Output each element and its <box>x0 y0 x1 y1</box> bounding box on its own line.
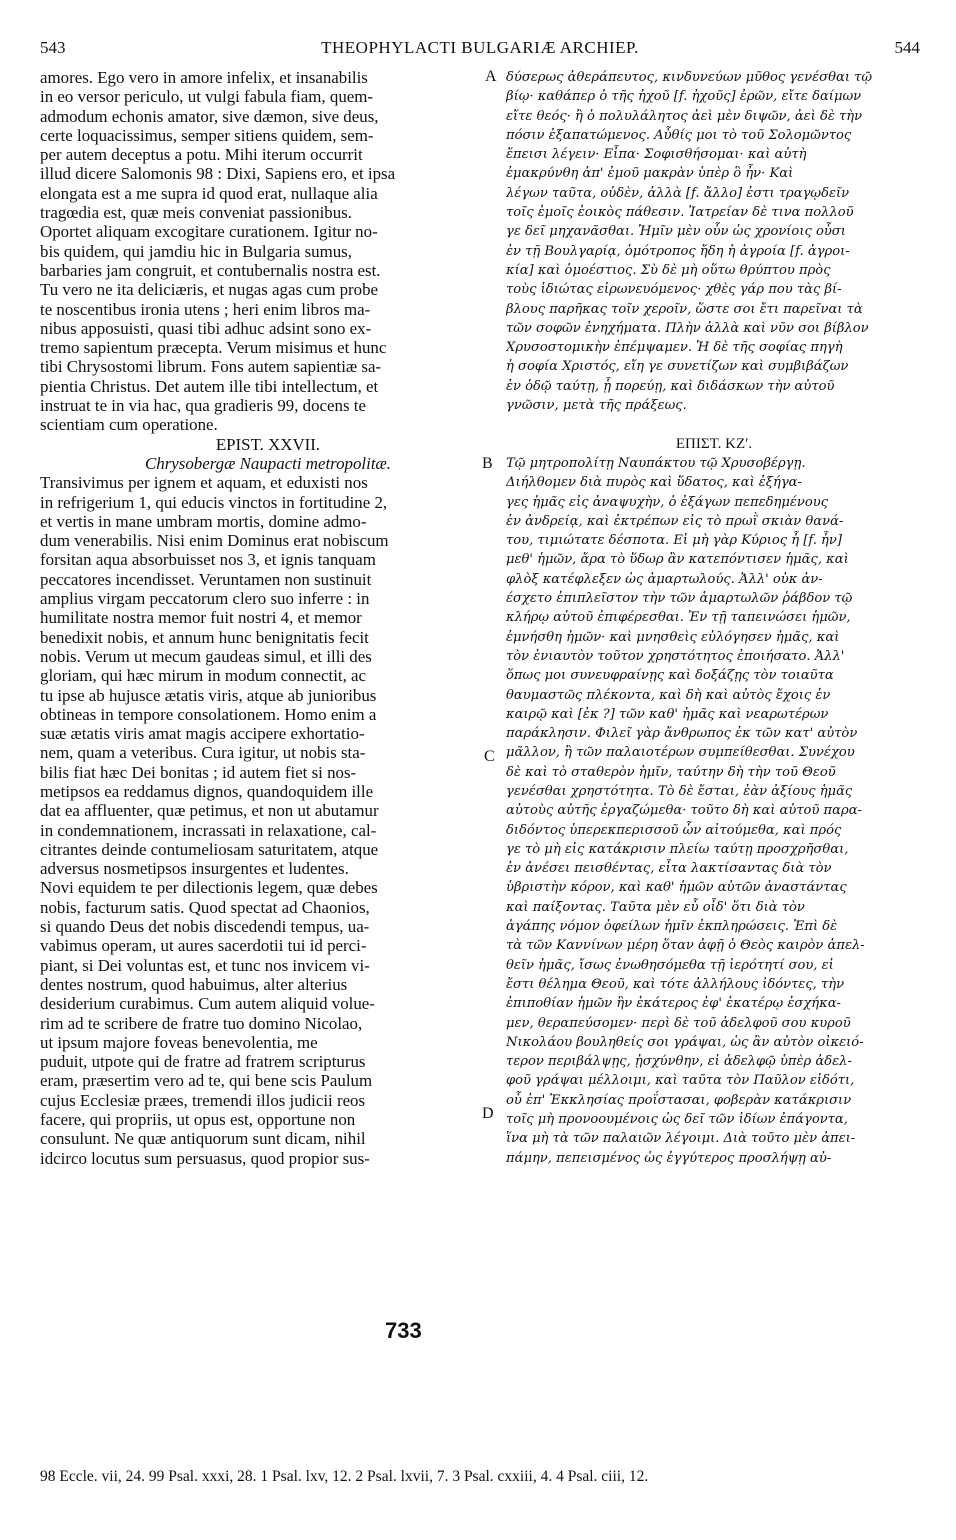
text-line: amplius virgam peccatorum clero suo inferre : in <box>40 589 370 609</box>
text-line: forsitan aqua absorbuisset nos 3, et ignis tanquam <box>40 550 376 570</box>
text-line: Νικολάου βουληθείς σοι γράψαι, ὡς ἂν αὐτὸν οἰκειό- <box>506 1034 864 1050</box>
text-line: διδόντος ὑπερεκπερισσοῦ ὧν αἰτούμεθα, καὶ πρός <box>506 822 842 838</box>
column-marker-a: A <box>485 68 497 85</box>
text-line: τοῖς ἐμοῖς ἐοικὸς πάθεσιν. Ἰατρείαν δὲ τινα πολλοῦ <box>506 205 854 221</box>
text-line: in refrigerium 1, qui educis vinctos in fortitudine 2, <box>40 492 388 512</box>
text-line: τερον περιβάλψῃς, ᾐσχύνθην, εἰ ἀδελφῷ ὑπὲρ ἀδελ- <box>506 1054 852 1070</box>
text-line: admodum echonis amator, sive dæmon, sive deus, <box>40 106 379 126</box>
text-line: θεῖν ἡμᾶς, ἴσως ἐνωθησόμεθα τῇ ἱερότητί σου, εἰ <box>506 957 834 973</box>
text-line: nibus apposuisti, quasi tibi adhuc adsint sono ex- <box>40 318 372 338</box>
text-line: Chrysobergæ Naupacti metropolitæ. <box>144 453 391 473</box>
text-line: bis quidem, qui jamdiu hic in Bulgaria sumus, <box>40 241 352 261</box>
text-line: desiderium curabimus. Cum autem aliquid volue- <box>40 994 375 1014</box>
text-line: γενέσθαι χρηστότητα. Τὸ δὲ ἔσται, ἐὰν ἀξίους ἡμᾶς <box>506 783 853 799</box>
text-line: τὸν ἐνιαυτὸν τοῦτον χρηστότητος ἐποιήσατο. Ἀλλ' <box>506 648 845 664</box>
text-line: in condemnationem, incrassati in relaxatione, cal- <box>40 820 377 840</box>
text-line: κλήρῳ αὐτοῦ ἐπιφέρεσθαι. Ἐν τῇ ταπεινώσει ἡμῶν, <box>506 610 851 626</box>
text-line: γνῶσιν, μετὰ τῆς πράξεως. <box>506 398 687 414</box>
text-line: πάμην, πεπεισμένος ὡς ἐγγύτερος προσλήψῃ αὐ- <box>506 1150 832 1166</box>
text-line <box>506 415 922 434</box>
text-line: tibi Chrysostomi librum. Fons autem sapientiæ sa- <box>40 357 382 377</box>
text-line: φλὸξ κατέφλεξεν ὡς ἁμαρτωλούς. Ἀλλ' οὐκ ἀν- <box>506 571 823 587</box>
text-line: te noscentibus ironia utens ; heri enim libros ma- <box>40 299 371 319</box>
text-line: pientia Christus. Det autem ille tibi intellectum, et <box>40 376 379 396</box>
text-line: et vertis in mane umbram mortis, domine admo- <box>40 511 367 531</box>
text-line: nobis. Verum ut mecum gaudeas simul, et illi des <box>40 646 372 666</box>
text-line: EPIST. XXVII. <box>215 434 321 454</box>
text-line: ἐν ἀνδρείᾳ, καὶ ἐκτρέπων εἰς τὸ πρωῒ σκιὰν θανά- <box>506 513 844 529</box>
text-line: πόσιν ἐξαπατώμενος. Αὖθίς μοι τὸ τοῦ Σολομῶντος <box>506 127 852 143</box>
text-line: γες ἡμᾶς εἰς ἀναψυχὴν, ὁ ἐξάγων πεπεδημένους <box>506 494 829 510</box>
text-line: ἐν ἀνέσει πεισθέντας, εἶτα λακτίσαντας διὰ τὸν <box>506 861 832 877</box>
text-line: βλους παρῆκας τοῖν χεροῖν, ὥστε σοι ἔτι παρεῖναι τὰ <box>506 301 863 317</box>
text-line: τὰ τῶν Καννίνων μέρη ὅταν ἀφῇ ὁ Θεὸς καιρὸν ἀπελ- <box>506 938 865 954</box>
text-line: humilitate nostra memor fuit nostri 4, et memor <box>40 608 362 628</box>
text-line: benedixit nobis, et annum hunc benignitatis fecit <box>40 627 369 647</box>
text-line: φοῦ γράψαι μέλλοιμι, καὶ ταῦτα τὸν Παῦλον εἰδότι, <box>506 1073 855 1089</box>
text-line: puduit, utpote qui de fratre ad fratrem scripturus <box>40 1052 366 1072</box>
text-line: nobis, facturum satis. Quod spectat ad Chaonios, <box>40 897 370 917</box>
text-line: in eo versor periculo, ut vulgi fabula fiam, quem- <box>40 87 374 107</box>
text-line: eram, præsertim vero ad te, qui bene scis Paulum <box>40 1071 373 1091</box>
text-line: γε δεῖ μηχανᾶσθαι. Ἡμῖν μὲν οὖν ὡς χρονίοις οὖσι <box>506 224 846 240</box>
text-line: ἐμακρύνθη ἀπ' ἐμοῦ μακρὰν ὑπὲρ ὃ ἦν· Καὶ <box>506 166 794 182</box>
text-line: ἡ σοφία Χριστός, εἴη γε συνετίζων καὶ συμβιβάζων <box>506 359 849 375</box>
text-line: μεθ' ἡμῶν, ἄρα τὸ ὕδωρ ἂν κατεπόντισεν ἡμᾶς, καὶ <box>506 552 849 568</box>
text-line: suæ ætatis viris amat magis accipere exhortatio- <box>40 724 365 744</box>
text-line: instruat te in via hac, qua gradieris 99, docens te <box>40 396 366 416</box>
text-line: dat ea affluenter, quæ petimus, et non ut abutamur <box>40 801 379 821</box>
text-line: vabimus operam, ut aures sacerdotii tui id perci- <box>40 936 367 956</box>
column-marker-d: D <box>482 1105 494 1122</box>
text-line: tu ipse ab hujusce ætatis viris, atque ab junioribus <box>40 685 377 705</box>
text-line: μεν, θεραπεύσομεν· περὶ δὲ τοῦ ἀδελφοῦ σου κυροῦ <box>506 1015 851 1031</box>
text-line: ἐμνήσθη ἡμῶν· καὶ μνησθεὶς εὐλόγησεν ἡμᾶς, καὶ <box>506 629 840 645</box>
text-line: adversus nosmetipsos insurgentes et ludentes. <box>40 859 349 879</box>
text-line: dum venerabilis. Nisi enim Dominus erat nobiscum <box>40 531 389 551</box>
text-line: elongata est a me supra id quod erat, nullaque alia <box>40 183 378 203</box>
text-line: καὶ παίξοντας. Ταῦτα μὲν εὖ οἶδ' ὅτι διὰ τὸν <box>506 899 805 915</box>
text-line: ἵνα μὴ τὰ τῶν παλαιῶν λέγοιμι. Διὰ τοῦτο μὲν ἀπει- <box>506 1131 856 1147</box>
page-number-left: 543 <box>40 38 66 57</box>
text-line: ἐν ὁδῷ ταύτῃ, ᾗ πορεύῃ, καὶ διδάσκων τὴν αὐτοῦ <box>506 378 835 394</box>
text-line: Novi equidem te per dilectionis legem, quæ debes <box>40 878 378 898</box>
text-line: gloriam, qui hæc mirum in modum connectit, ac <box>40 666 367 686</box>
footnotes: 98 Eccle. vii, 24. 99 Psal. xxxi, 28. 1 Psal. lxv, 12. 2 Psal. lxvii, 7. 3 Psal. cxxiii, 4. 4 Psal. ciii, 12. <box>40 1468 649 1485</box>
text-line: ἔστι θέλημα Θεοῦ, καὶ τότε ἀλλήλους ἰδόντες, τὴν <box>506 976 845 992</box>
page-number-right: 544 <box>894 38 920 57</box>
text-line: θαυμαστῶς πλέκοντα, καὶ δὴ καὶ αὐτὸς ἔχοις ἐν <box>506 687 831 703</box>
text-line: metipsos ea reddamus dignos, quandoquidem ille <box>40 781 374 801</box>
text-line: ἐπιποθίαν ἡμῶν ἣν ἑκάτερος ἐφ' ἑκατέρῳ ἐσχήκα- <box>506 996 841 1012</box>
latin-column <box>40 68 496 1168</box>
side-number: 733 <box>382 1318 425 1344</box>
text-line: barbaries jam congruit, et contubernalis nostra est. <box>40 260 381 280</box>
text-line: obtineas in tempore consolationem. Homo enim a <box>40 704 377 724</box>
text-line: dentes nostrum, quod habuimus, alter alterius <box>40 974 348 994</box>
text-line: παράκλησιν. Φιλεῖ γὰρ ἄνθρωπος ἐκ τῶν κατ' αὐτὸν <box>506 726 858 742</box>
text-line: δύσερως ἀθεράπευτος, κινδυνεύων μῦθος γενέσθαι τῷ <box>506 70 873 85</box>
text-line: scientiam cum operatione. <box>40 415 218 435</box>
text-line: citrantes deinde contumeliosam saturitatem, atque <box>40 839 379 859</box>
text-line: οὗ ἐπ' Ἐκκλησίας προΐστασαι, φοβερὰν κατάκρισιν <box>506 1092 852 1108</box>
text-line: ut ipsum majore foveas benevolentia, me <box>40 1032 318 1052</box>
text-line: ΕΠΙΣΤ. ΚΖʹ. <box>675 435 753 452</box>
text-line: τοῖς μὴ προνοουμένοις ὡς δεῖ τῶν ἰδίων ἐπάγοντα, <box>506 1112 848 1128</box>
text-line: γε τὸ μὴ εἰς κατάκρισιν πλείω ταύτῃ προσχρῆσθαι, <box>506 841 849 857</box>
text-line: τοὺς ἰδιώτας εἰρωνευόμενος· χθὲς γάρ που τὰς βί- <box>506 282 842 298</box>
text-line: του, τιμιώτατε δέσποτα. Εἰ μὴ γὰρ Κύριος ἦ [f. ἦν] <box>506 533 842 549</box>
greek-column <box>506 68 922 1168</box>
text-line: tragœdia est, quæ meis conveniat passionibus. <box>40 203 352 223</box>
text-line: idcirco locutus sum persuasus, quod propior sus- <box>40 1148 370 1168</box>
text-line: nem, quam a veteribus. Cura igitur, ut nobis sta- <box>40 743 366 763</box>
text-line: amores. Ego vero in amore infelix, et insanabilis <box>40 68 368 87</box>
text-line: ἔπεισι λέγειν· Εἶπα· Σοφισθήσομαι· καὶ αὐτὴ <box>506 147 807 163</box>
text-line: Tu vero ne ita deliciæris, et nugas agas cum probe <box>40 280 379 300</box>
text-line: ὅπως μοι συνευφραίνῃς καὶ δοξάζῃς τὸν τοιαῦτα <box>506 668 834 684</box>
column-marker-c: C <box>484 748 495 765</box>
text-line: certe loquacissimus, semper sitiens quidem, sem- <box>40 125 374 145</box>
text-line: Διήλθομεν διὰ πυρὸς καὶ ὕδατος, καὶ ἐξήγα- <box>506 475 802 491</box>
text-line: Τῷ μητροπολίτῃ Ναυπάκτου τῷ Χρυσοβέργῃ. <box>506 455 806 471</box>
text-line: λέγων ταῦτα, οὐδὲν, ἀλλὰ [f. ἄλλο] ἐστι τραγῳδεῖν <box>506 185 850 201</box>
text-line: ὑβριστὴν κόρον, καὶ καθ' ἡμῶν αὐτῶν ἀναστάντας <box>506 880 847 896</box>
text-line: si quando Deus det nobis discedendi tempus, ua- <box>40 917 370 937</box>
text-line: per autem deceptus a potu. Mihi iterum occurrit <box>40 145 363 165</box>
text-line: ἐν τῇ Βουλγαρίᾳ, ὁμότροπος ἤδη ἡ ἀγροία [f. ἀγροι- <box>506 243 850 259</box>
text-line: βίῳ· καθάπερ ὁ τῆς ἠχοῦ [f. ἠχοῦς] ἐρῶν, εἴτε δαίμων <box>506 89 862 105</box>
text-line: καιρῷ καὶ [ἐκ ?] τῶν καθ' ἡμᾶς καὶ νεαρωτέρων <box>506 706 829 722</box>
text-line: κία] καὶ ὁμοέστιος. Σὺ δὲ μὴ οὕτω θρύπτου πρὸς <box>506 262 831 278</box>
running-title: THEOPHYLACTI BULGARIÆ ARCHIEP. <box>321 38 639 57</box>
text-line: τῶν σοφῶν ἐνηχήματα. Πλὴν ἀλλὰ καὶ νῦν σοι βίβλον <box>506 320 869 336</box>
text-line: εἴτε θεός· ἢ ὁ πολυλάλητος ἀεὶ μὲν διψῶν, ἀεὶ δὲ τὴν <box>506 108 863 124</box>
text-line: ἀγάπης νόμον ὀφείλων ἡμῖν ἐκπληρώσεις. Ἐπὶ δὲ <box>506 919 838 935</box>
text-line: Χρυσοστομικὴν ἐπέμψαμεν. Ἡ δὲ τῆς σοφίας πηγὴ <box>506 340 843 356</box>
text-line: illud dicere Salomonis 98 : Dixi, Sapiens ero, et ipsa <box>40 164 396 184</box>
text-line: έσχετο ἐπιπλεῖστον τὴν τῶν ἁμαρτωλῶν ῥάβδον τῷ <box>506 591 853 607</box>
text-line: Oportet aliquam excogitare curationem. Igitur no- <box>40 222 378 242</box>
text-line: consulunt. Ne quæ antiquorum sunt dicam, nihil <box>40 1129 366 1149</box>
text-line: Transivimus per ignem et aquam, et eduxisti nos <box>40 473 368 493</box>
text-line: αὐτοὺς αὐτῆς ἐργαζώμεθα· τοῦτο δὴ καὶ αὐτοῦ παρα- <box>506 803 862 819</box>
text-line: facere, qui propriis, ut opus est, opportune non <box>40 1110 356 1130</box>
text-line: cujus Ecclesiæ præes, tremendi illos judicii reos <box>40 1090 366 1110</box>
text-line: piant, si Dei voluntas est, et tunc nos invicem vi- <box>40 955 370 975</box>
text-line: tremo sapientum præcepta. Verum misimus et hunc <box>40 338 387 358</box>
text-line: bilis fiat hæc Dei bonitas ; id autem fiet si nos- <box>40 762 357 782</box>
column-marker-b: B <box>482 455 493 472</box>
text-line: rim ad te scribere de fratre tuo domino Nicolao, <box>40 1013 363 1033</box>
text-line: μᾶλλον, ἢ τῶν παλαιοτέρων συμπείθεσθαι. Συνέχου <box>506 745 855 761</box>
page-header <box>40 38 920 62</box>
text-line: δὲ καὶ τὸ σταθερὸν ἡμῖν, ταύτην δὴ τὴν τοῦ Θεοῦ <box>506 764 836 780</box>
text-line: peccatores incendisset. Veruntamen non sustinuit <box>40 569 372 589</box>
